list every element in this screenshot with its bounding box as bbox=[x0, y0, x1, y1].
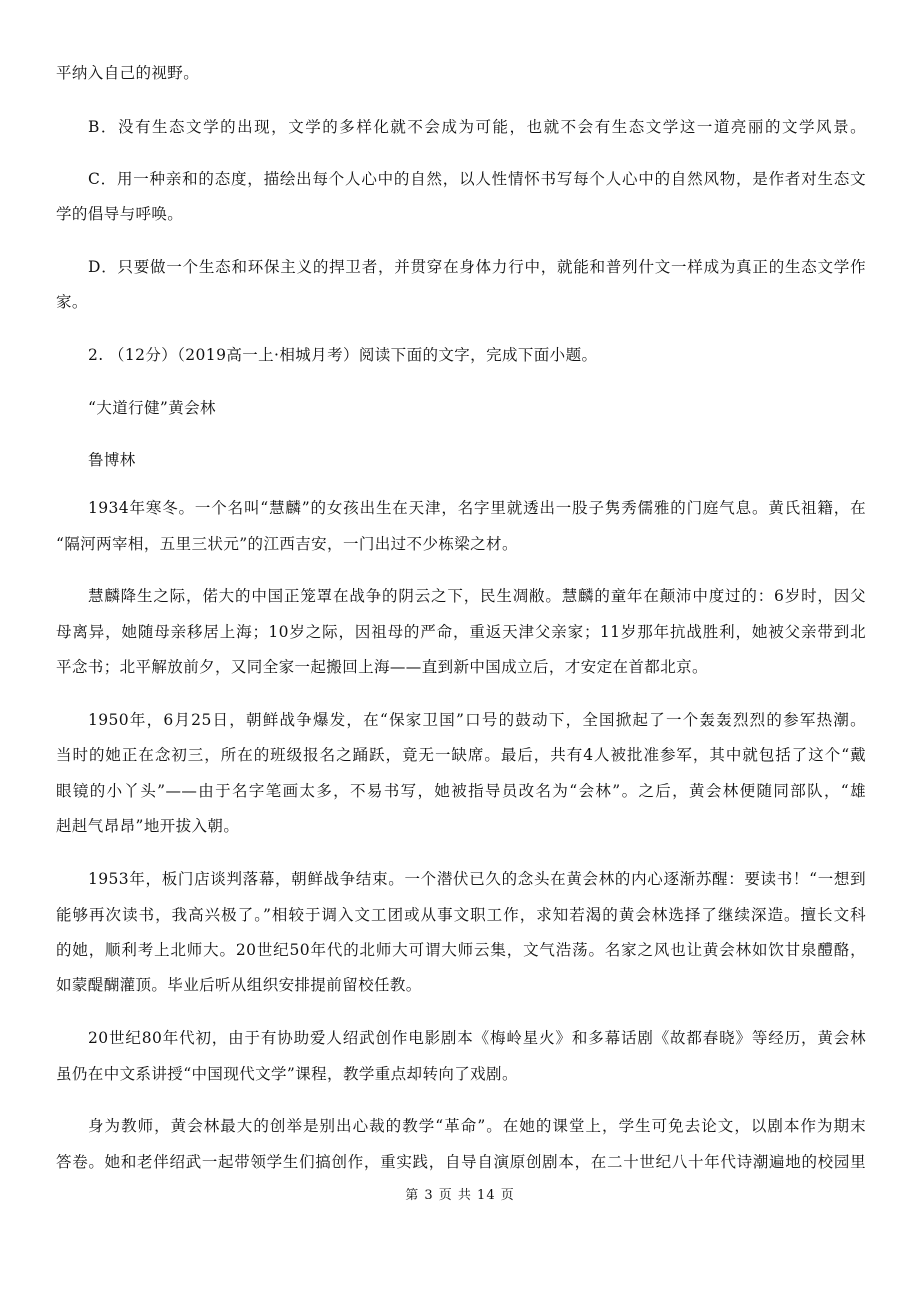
paragraph-line: 1953年，板门店谈判落幕，朝鲜战争结束。一个潜伏已久的念头在黄会林的内心逐渐苏醒：要读书！“一想到 bbox=[88, 870, 866, 888]
paragraph-line: 1934年寒冬。一个名叫“慧麟”的女孩出生在天津，名字里就透出一股子隽秀儒雅的门庭气息。黄氏祖籍，在 bbox=[88, 499, 866, 517]
paragraph-line: 如蒙醍醐灌顶。毕业后听从组织安排提前留校任教。 bbox=[56, 976, 422, 994]
paragraph-line: 当时的她正在念初三，所在的班级报名之踊跃，竟无一缺席。最后，共有4人被批准参军，其中就包括了这个“戴 bbox=[56, 746, 866, 764]
article-author: 鲁博林 bbox=[88, 451, 136, 469]
option-c: C．用一种亲和的态度，描绘出每个人心中的自然，以人性情怀书写每个人心中的自然风物，是作者对生态文 bbox=[88, 170, 866, 188]
paragraph-line: 眼镜的小丫头”——由于名字笔画太多，不易书写，她被指导员改名为“会林”。之后，黄会林便随同部队，“雄 bbox=[56, 782, 866, 800]
paragraph-line: 平念书；北平解放前夕，又同全家一起搬回上海——直到新中国成立后，才安定在首都北京。 bbox=[56, 658, 708, 676]
text-line: 学的倡导与呼唤。 bbox=[56, 205, 184, 223]
paragraph-line: 答卷。她和老伴绍武一起带领学生们搞创作，重实践，自导自演原创剧本，在二十世纪八十年代诗潮遍地的校园里 bbox=[56, 1153, 866, 1171]
paragraph-line: 慧麟降生之际，偌大的中国正笼罩在战争的阴云之下，民生凋敝。慧麟的童年在颠沛中度过的：6岁时，因父 bbox=[88, 587, 866, 605]
option-d: D．只要做一个生态和环保主义的捍卫者，并贯穿在身体力行中，就能和普列什文一样成为真正的生态文学作 bbox=[88, 258, 866, 276]
option-b: B．没有生态文学的出现，文学的多样化就不会成为可能，也就不会有生态文学这一道亮丽的文学风景。 bbox=[88, 118, 866, 136]
paragraph-line: 1950年，6月25日，朝鲜战争爆发，在“保家卫国”口号的鼓动下，全国掀起了一个轰轰烈烈的参军热潮。 bbox=[88, 711, 866, 729]
paragraph-line: 的她，顺利考上北师大。20世纪50年代的北师大可谓大师云集，文气浩荡。名家之风也让黄会林如饮甘泉醴酪， bbox=[56, 941, 866, 959]
paragraph-line: 虽仍在中文系讲授“中国现代文学”课程，教学重点却转向了戏剧。 bbox=[56, 1065, 518, 1083]
paragraph-line: 能够再次读书，我高兴极了。”相较于调入文工团或从事文职工作，求知若渴的黄会林选择了继续深造。擅长文科 bbox=[56, 906, 866, 924]
article-title: “大道行健”黄会林 bbox=[88, 399, 216, 417]
question-header: 2. （12分）（2019高一上·相城月考）阅读下面的文字，完成下面小题。 bbox=[88, 346, 598, 364]
text-line: 家。 bbox=[56, 293, 88, 311]
paragraph-line: 20世纪80年代初，由于有协助爱人绍武创作电影剧本《梅岭星火》和多幕话剧《故都春晓》等经历，黄会林 bbox=[88, 1029, 866, 1047]
text-line: 平纳入自己的视野。 bbox=[56, 64, 200, 82]
paragraph-line: 身为教师，黄会林最大的创举是别出心裁的教学“革命”。在她的课堂上，学生可免去论文，以剧本作为期末 bbox=[88, 1117, 866, 1135]
page-footer: 第 3 页 共 14 页 bbox=[405, 1188, 515, 1203]
paragraph-line: “隔河两宰相，五里三状元”的江西吉安，一门出过不少栋梁之材。 bbox=[56, 535, 518, 553]
paragraph-line: 母离异，她随母亲移居上海；10岁之际，因祖母的严命，重返天津父亲家；11岁那年抗战胜利，她被父亲带到北 bbox=[56, 623, 866, 641]
paragraph-line: 赳赳气昂昂”地开拔入朝。 bbox=[56, 817, 240, 835]
